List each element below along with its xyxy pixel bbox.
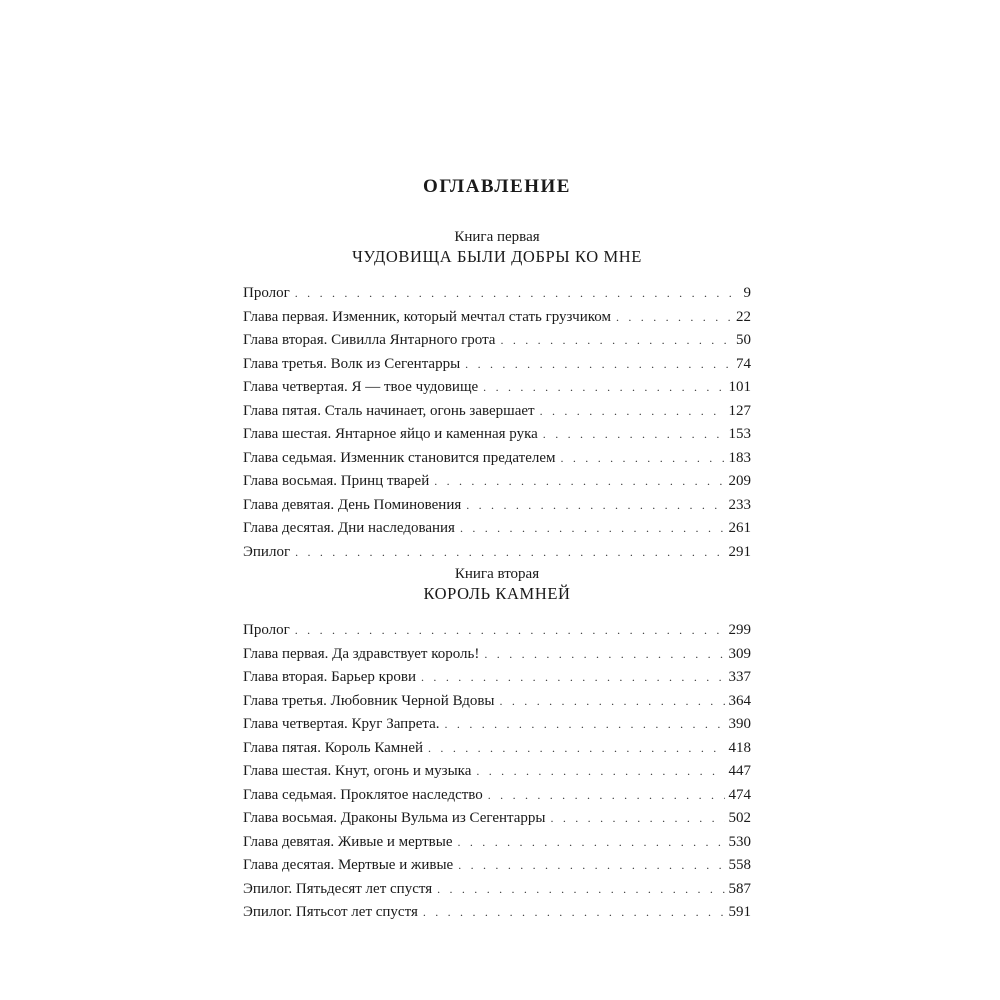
toc-entry [243,282,751,306]
dot-leader [460,517,725,541]
toc-entry-title: Глава шестая. Янтарное яйцо и каменная рука [243,426,538,442]
toc-entry-page-number: 390 [728,716,751,732]
toc-entry [243,517,751,541]
toc-entry-title: Глава седьмая. Проклятое наследство [243,786,483,803]
dot-leader [488,784,725,808]
toc-entry [243,423,751,447]
toc-entry-title: Глава восьмая. Драконы Вульма из Сегентарры [243,810,546,826]
toc-entry-title: Глава четвертая. Я — твое чудовище [243,379,479,395]
toc-entry [243,541,751,565]
toc-entry [243,470,751,494]
dot-leader [476,760,724,784]
toc-entry-page-number: 22 [736,308,751,325]
toc-entry-page-number: 183 [728,449,751,466]
toc-entry [243,807,751,831]
toc-entry-title: Глава десятая. Дни наследования [243,520,455,536]
toc-entry-title: Глава пятая. Сталь начинает, огонь завершает [243,402,535,419]
toc-entry [243,878,751,902]
toc-entry-title: Пролог [243,622,290,638]
toc-entry [243,494,751,518]
toc-entry-title: Глава пятая. Король Камней [243,739,424,756]
toc-entry-page-number: 74 [736,355,751,372]
toc-entry-page-number: 530 [728,833,751,850]
toc-entry [243,666,751,690]
toc-entry-page-number: 101 [728,379,751,395]
dot-leader [540,400,725,424]
toc-entry [243,713,751,737]
toc-entry-page-number: 447 [728,763,751,779]
toc-entry-page-number: 337 [728,669,751,685]
dot-leader [550,807,724,831]
toc-entry [243,376,751,400]
toc-entry-page-number: 558 [728,857,751,873]
book-section-1 [243,228,751,564]
toc-entry [243,760,751,784]
toc-entry-list [243,619,751,925]
toc-entry-page-number: 587 [728,880,751,897]
toc-entry-title: Глава девятая. День Поминовения [243,496,462,513]
dot-leader [295,541,724,565]
dot-leader [421,666,724,690]
toc-entry [243,690,751,714]
dot-leader [458,831,725,855]
dot-leader [434,470,724,494]
toc-entry [243,353,751,377]
toc-entry-title: Глава вторая. Сивилла Янтарного грота [243,332,496,348]
dot-leader [423,901,725,925]
toc-entry [243,306,751,330]
toc-entry [243,447,751,471]
toc-entry-page-number: 474 [728,786,751,803]
page-title: ОГЛАВЛЕНИЕ [423,176,571,197]
toc-entry-page-number: 364 [728,692,751,709]
toc-entry-page-number: 591 [728,904,751,920]
toc-entry-title: Эпилог. Пятьсот лет спустя [243,904,418,920]
dot-leader [500,690,725,714]
dot-leader [543,423,725,447]
toc-entry-title: Глава третья. Любовник Черной Вдовы [243,692,495,709]
toc-entry-title: Пролог [243,285,290,301]
dot-leader [428,737,724,761]
toc-entry-title: Глава третья. Волк из Сегентарры [243,355,461,372]
toc-entry [243,329,751,353]
toc-entry-title: Глава первая. Изменник, который мечтал стать грузчиком [243,308,611,325]
dot-leader [295,619,725,643]
toc-entry [243,831,751,855]
book-section-2 [243,565,751,925]
toc-entry [243,854,751,878]
toc-entry-page-number: 9 [743,285,751,301]
toc-entry-page-number: 127 [728,402,751,419]
toc-entry-page-number: 291 [728,543,751,560]
toc-entry [243,901,751,925]
toc-entry-title: Глава шестая. Кнут, огонь и музыка [243,763,472,779]
toc-entry-list [243,282,751,564]
dot-leader [466,494,724,518]
dot-leader [295,282,740,306]
dot-leader [616,306,732,330]
toc-entry-title: Глава седьмая. Изменник становится предателем [243,449,556,466]
toc-entry-page-number: 261 [728,520,751,536]
toc-entry [243,400,751,424]
toc-entry-title: Глава первая. Да здравствует король! [243,645,480,662]
dot-leader [437,878,724,902]
toc-entry-title: Глава десятая. Мертвые и живые [243,857,454,873]
book-label: Книга первая [454,229,540,245]
toc-entry-page-number: 299 [728,622,751,638]
toc-entry-page-number: 418 [728,739,751,756]
book-label: Книга вторая [454,566,540,582]
toc-entry-page-number: 309 [728,645,751,662]
dot-leader [483,376,724,400]
toc-entry-page-number: 233 [728,496,751,513]
dot-leader [458,854,724,878]
toc-entry-title: Глава четвертая. Круг Запрета. [243,716,440,732]
dot-leader [561,447,725,471]
dot-leader [500,329,732,353]
book-title: КОРОЛЬ КАМНЕЙ [423,584,571,603]
toc-entry-page-number: 209 [728,473,751,489]
dot-leader [465,353,732,377]
toc-entry [243,643,751,667]
toc-entry-title: Глава восьмая. Принц тварей [243,473,430,489]
toc-entry [243,784,751,808]
toc-entry-page-number: 153 [728,426,751,442]
toc-entry [243,737,751,761]
toc-entry-page-number: 502 [728,810,751,826]
dot-leader [445,713,725,737]
toc-entry-title: Эпилог. Пятьдесят лет спустя [243,880,433,897]
toc-entry [243,619,751,643]
dot-leader [484,643,724,667]
toc-entry-title: Глава девятая. Живые и мертвые [243,833,453,850]
toc-entry-title: Эпилог [243,543,291,560]
book-title: ЧУДОВИЩА БЫЛИ ДОБРЫ КО МНЕ [352,247,642,266]
toc-entry-page-number: 50 [736,332,751,348]
toc-entry-title: Глава вторая. Барьер крови [243,669,417,685]
